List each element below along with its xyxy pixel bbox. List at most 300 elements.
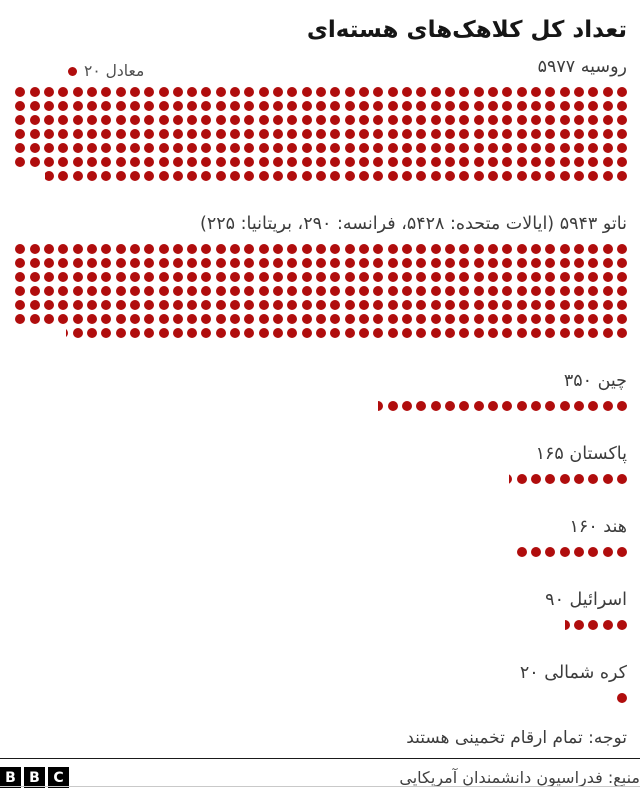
- dot: [187, 258, 197, 268]
- bbc-logo-letter: B: [0, 767, 21, 788]
- dot: [302, 101, 312, 111]
- dot: [502, 286, 512, 296]
- dot: [617, 115, 627, 125]
- dot: [287, 115, 297, 125]
- chart-note: توجه: تمام ارقام تخمینی هستند: [406, 728, 627, 749]
- dot: [431, 87, 441, 97]
- dot: [345, 129, 355, 139]
- dot: [459, 87, 469, 97]
- dot: [330, 157, 340, 167]
- dot: [73, 171, 83, 181]
- dot: [617, 547, 627, 557]
- dot: [488, 258, 498, 268]
- dot: [560, 286, 570, 296]
- dot: [302, 328, 312, 338]
- dot: [144, 286, 154, 296]
- dot: [416, 300, 426, 310]
- dot: [560, 157, 570, 167]
- dot: [502, 115, 512, 125]
- dot: [402, 143, 412, 153]
- dot: [259, 157, 269, 167]
- dot: [244, 171, 254, 181]
- dot: [101, 300, 111, 310]
- dot: [474, 401, 484, 411]
- dot: [244, 300, 254, 310]
- dot: [144, 300, 154, 310]
- dot: [388, 300, 398, 310]
- dot: [144, 101, 154, 111]
- dot: [73, 87, 83, 97]
- dot: [287, 143, 297, 153]
- dot: [474, 143, 484, 153]
- footer: [0, 759, 640, 788]
- dot: [617, 300, 627, 310]
- dot: [388, 272, 398, 282]
- dot: [560, 401, 570, 411]
- dot: [230, 328, 240, 338]
- dot: [302, 286, 312, 296]
- dot: [502, 300, 512, 310]
- dot: [230, 171, 240, 181]
- dot: [603, 258, 613, 268]
- dot: [330, 101, 340, 111]
- dot: [560, 272, 570, 282]
- dot: [144, 244, 154, 254]
- dot: [30, 87, 40, 97]
- dot: [588, 286, 598, 296]
- country-label-north-korea: کره شمالی ۲۰: [519, 663, 627, 684]
- dot: [101, 272, 111, 282]
- dot: [273, 272, 283, 282]
- dot: [230, 129, 240, 139]
- dot: [201, 157, 211, 167]
- dot: [316, 258, 326, 268]
- dot: [30, 314, 40, 324]
- country-row-north-korea: [13, 660, 627, 703]
- dot: [373, 143, 383, 153]
- dot-grid-india: [15, 547, 628, 557]
- dot: [15, 244, 25, 254]
- dot: [431, 143, 441, 153]
- dot: [373, 129, 383, 139]
- dot: [187, 272, 197, 282]
- dot: [345, 143, 355, 153]
- dot: [345, 272, 355, 282]
- dot: [130, 115, 140, 125]
- dot: [15, 314, 25, 324]
- dot: [259, 143, 269, 153]
- dot: [373, 286, 383, 296]
- country-label-nato: ناتو ۵۹۴۳ (ایالات متحده: ۵۴۲۸، فرانسه: ۲۹۰، بریتانیا: ۲۲۵): [200, 214, 627, 235]
- dot: [588, 547, 598, 557]
- dot: [574, 101, 584, 111]
- dot: [159, 157, 169, 167]
- dot: [30, 157, 40, 167]
- dot: [474, 272, 484, 282]
- dot: [273, 101, 283, 111]
- dot: [416, 171, 426, 181]
- dot: [531, 157, 541, 167]
- dot: [159, 87, 169, 97]
- dot-grid-china: [15, 401, 628, 411]
- dot: [116, 157, 126, 167]
- dot-grid-pakistan: [15, 474, 628, 484]
- dot: [144, 258, 154, 268]
- dot: [359, 115, 369, 125]
- dot: [603, 401, 613, 411]
- dot: [545, 101, 555, 111]
- dot: [459, 300, 469, 310]
- dot: [474, 87, 484, 97]
- dot: [474, 101, 484, 111]
- dot: [488, 143, 498, 153]
- dot: [359, 314, 369, 324]
- dot: [574, 474, 584, 484]
- dot: [259, 328, 269, 338]
- dot: [273, 87, 283, 97]
- dot: [359, 244, 369, 254]
- dot: [474, 129, 484, 139]
- dot: [588, 143, 598, 153]
- dot: [216, 286, 226, 296]
- dot: [545, 244, 555, 254]
- dot: [617, 693, 627, 703]
- dot: [144, 129, 154, 139]
- dot: [30, 300, 40, 310]
- dot: [287, 244, 297, 254]
- dot: [359, 129, 369, 139]
- dot: [373, 244, 383, 254]
- dot: [144, 157, 154, 167]
- country-row-china: [13, 368, 627, 411]
- dot: [302, 300, 312, 310]
- dot: [517, 272, 527, 282]
- dot: [474, 157, 484, 167]
- dot: [431, 258, 441, 268]
- dot: [488, 300, 498, 310]
- dot: [474, 314, 484, 324]
- dot-grid-russia: [15, 87, 628, 181]
- country-row-nato: [13, 211, 627, 338]
- dot: [58, 129, 68, 139]
- dot: [259, 129, 269, 139]
- dot: [545, 171, 555, 181]
- dot: [531, 143, 541, 153]
- dot: [402, 157, 412, 167]
- dot: [302, 87, 312, 97]
- dot: [531, 272, 541, 282]
- dot: [330, 258, 340, 268]
- dot: [130, 258, 140, 268]
- dot: [87, 258, 97, 268]
- dot: [531, 401, 541, 411]
- dot: [216, 157, 226, 167]
- dot: [488, 171, 498, 181]
- dot: [287, 272, 297, 282]
- dot: [101, 143, 111, 153]
- dot: [603, 157, 613, 167]
- dot: [173, 143, 183, 153]
- dot: [617, 258, 627, 268]
- dot: [488, 272, 498, 282]
- dot: [116, 171, 126, 181]
- dot: [287, 300, 297, 310]
- dot: [545, 328, 555, 338]
- dot: [445, 87, 455, 97]
- dot: [201, 314, 211, 324]
- dot: [58, 157, 68, 167]
- dot: [560, 171, 570, 181]
- dot: [116, 314, 126, 324]
- dot: [574, 143, 584, 153]
- dot: [416, 143, 426, 153]
- dot: [159, 286, 169, 296]
- dot: [617, 474, 627, 484]
- dot: [588, 401, 598, 411]
- dot: [617, 129, 627, 139]
- dot: [287, 87, 297, 97]
- dot: [201, 129, 211, 139]
- dot: [517, 244, 527, 254]
- dot: [574, 286, 584, 296]
- dot: [130, 272, 140, 282]
- dot: [73, 101, 83, 111]
- dot: [58, 143, 68, 153]
- dot: [302, 272, 312, 282]
- dot: [545, 401, 555, 411]
- dot: [431, 157, 441, 167]
- dot: [15, 258, 25, 268]
- dot: [101, 244, 111, 254]
- dot: [259, 115, 269, 125]
- dot: [101, 101, 111, 111]
- dot: [244, 244, 254, 254]
- dot: [87, 143, 97, 153]
- dot: [431, 244, 441, 254]
- dot: [244, 314, 254, 324]
- dot: [316, 129, 326, 139]
- dot: [187, 101, 197, 111]
- dot: [30, 258, 40, 268]
- dot: [402, 171, 412, 181]
- dot: [187, 171, 197, 181]
- dot: [416, 286, 426, 296]
- dot: [431, 300, 441, 310]
- dot: [73, 328, 83, 338]
- dot: [345, 244, 355, 254]
- dot: [402, 401, 412, 411]
- dot: [73, 314, 83, 324]
- dot: [316, 115, 326, 125]
- dot: [287, 171, 297, 181]
- dot: [87, 171, 97, 181]
- dot: [273, 143, 283, 153]
- dot: [187, 115, 197, 125]
- dot: [101, 314, 111, 324]
- dot: [58, 314, 68, 324]
- dot: [87, 286, 97, 296]
- dot: [173, 115, 183, 125]
- dot: [101, 129, 111, 139]
- dot: [259, 286, 269, 296]
- dot: [330, 314, 340, 324]
- dot: [474, 258, 484, 268]
- dot: [416, 129, 426, 139]
- dot: [531, 474, 541, 484]
- dot: [445, 244, 455, 254]
- dot: [502, 143, 512, 153]
- dot: [531, 129, 541, 139]
- dot: [259, 258, 269, 268]
- dot: [87, 115, 97, 125]
- dot: [273, 314, 283, 324]
- dot-grid-israel: [15, 620, 628, 630]
- dot: [302, 143, 312, 153]
- dot: [173, 328, 183, 338]
- dot: [44, 314, 54, 324]
- dot: [560, 547, 570, 557]
- dot: [603, 101, 613, 111]
- dot: [603, 171, 613, 181]
- dot: [44, 286, 54, 296]
- dot: [130, 300, 140, 310]
- dot: [73, 286, 83, 296]
- dot: [431, 272, 441, 282]
- dot: [517, 143, 527, 153]
- dot: [388, 157, 398, 167]
- dot: [488, 87, 498, 97]
- dot: [44, 115, 54, 125]
- dot: [15, 87, 25, 97]
- dot: [359, 101, 369, 111]
- dot: [44, 157, 54, 167]
- dot: [173, 272, 183, 282]
- dot: [388, 258, 398, 268]
- dot: [58, 272, 68, 282]
- dot: [474, 115, 484, 125]
- dot: [531, 300, 541, 310]
- dot: [402, 115, 412, 125]
- dot: [201, 272, 211, 282]
- dot: [517, 314, 527, 324]
- dot: [431, 401, 441, 411]
- dot: [402, 129, 412, 139]
- dot: [101, 115, 111, 125]
- page-title: تعداد کل کلاهک‌های هسته‌ای: [306, 17, 627, 43]
- dot: [416, 157, 426, 167]
- dot: [116, 101, 126, 111]
- dot: [44, 258, 54, 268]
- dot: [445, 328, 455, 338]
- dot: [273, 328, 283, 338]
- dot: [560, 258, 570, 268]
- country-row-pakistan: [13, 441, 627, 484]
- dot: [531, 314, 541, 324]
- dot: [201, 244, 211, 254]
- dot: [588, 328, 598, 338]
- dot: [359, 258, 369, 268]
- dot: [187, 143, 197, 153]
- dot: [58, 87, 68, 97]
- dot: [445, 300, 455, 310]
- dot: [459, 244, 469, 254]
- dot: [87, 157, 97, 167]
- dot: [230, 314, 240, 324]
- country-label-pakistan: پاکستان ۱۶۵: [535, 444, 627, 465]
- dot: [459, 328, 469, 338]
- dot: [58, 171, 68, 181]
- dot: [603, 143, 613, 153]
- dot: [545, 474, 555, 484]
- dot: [330, 286, 340, 296]
- dot: [216, 272, 226, 282]
- dot: [474, 286, 484, 296]
- dot: [416, 328, 426, 338]
- dot: [545, 314, 555, 324]
- dot: [216, 328, 226, 338]
- dot: [517, 101, 527, 111]
- dot: [574, 328, 584, 338]
- dot: [273, 115, 283, 125]
- dot: [58, 115, 68, 125]
- dot: [560, 300, 570, 310]
- dot: [87, 101, 97, 111]
- dot: [617, 272, 627, 282]
- dot: [58, 300, 68, 310]
- dot: [87, 272, 97, 282]
- dot: [116, 286, 126, 296]
- dot: [388, 143, 398, 153]
- dot: [617, 157, 627, 167]
- dot: [159, 258, 169, 268]
- dot: [116, 328, 126, 338]
- dot: [130, 328, 140, 338]
- dot: [230, 157, 240, 167]
- dot: [531, 101, 541, 111]
- dot: [603, 474, 613, 484]
- dot: [488, 129, 498, 139]
- dot: [73, 143, 83, 153]
- dot: [173, 157, 183, 167]
- dot: [302, 115, 312, 125]
- dot: [588, 87, 598, 97]
- dot: [130, 157, 140, 167]
- dot: [30, 286, 40, 296]
- dot: [445, 129, 455, 139]
- dot: [531, 258, 541, 268]
- dot: [502, 272, 512, 282]
- dot: [459, 115, 469, 125]
- bbc-logo-letter: C: [48, 767, 69, 788]
- dot: [230, 143, 240, 153]
- dot: [273, 300, 283, 310]
- dot: [58, 244, 68, 254]
- dot: [187, 286, 197, 296]
- dot: [15, 157, 25, 167]
- dot: [603, 272, 613, 282]
- dot: [445, 401, 455, 411]
- dot: [316, 286, 326, 296]
- dot: [345, 314, 355, 324]
- dot: [144, 143, 154, 153]
- dot: [116, 258, 126, 268]
- dot: [302, 244, 312, 254]
- dot: [244, 129, 254, 139]
- dot: [244, 272, 254, 282]
- dot: [359, 272, 369, 282]
- dot: [502, 244, 512, 254]
- dot: [603, 129, 613, 139]
